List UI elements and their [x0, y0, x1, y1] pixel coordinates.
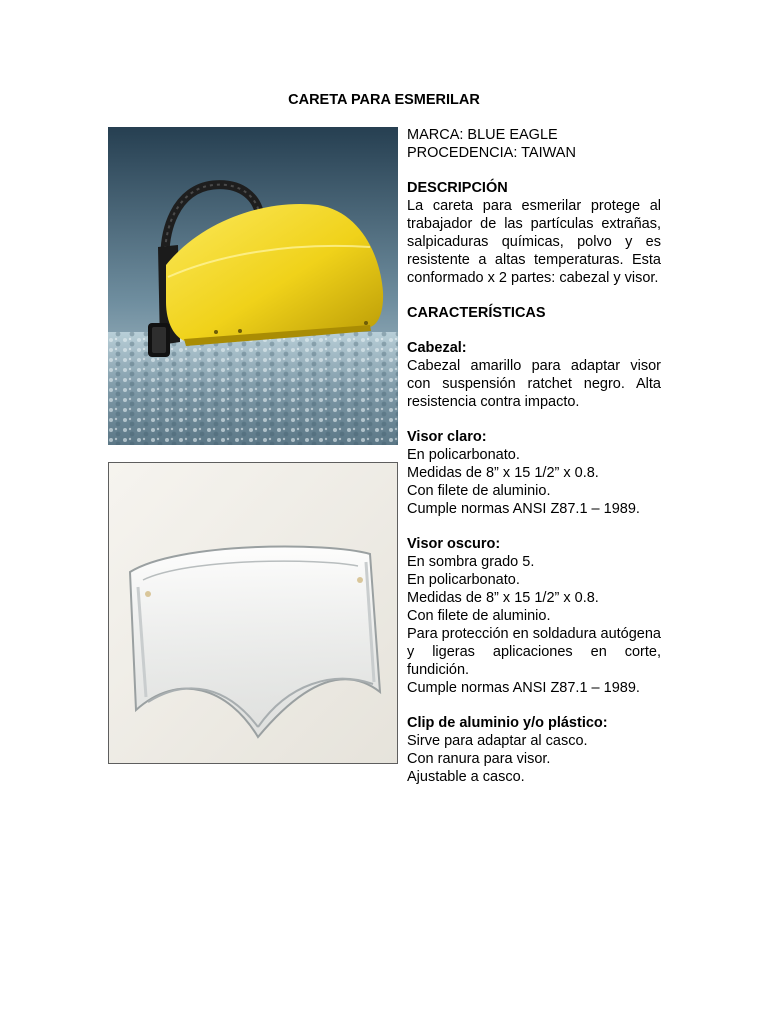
clear-visor-photo [108, 462, 398, 764]
page-title: CARETA PARA ESMERILAR [288, 92, 480, 108]
visor-claro-line: Medidas de 8” x 15 1/2” x 0.8. [407, 465, 599, 481]
description-text: La careta para esmerilar protege al trabajador de las partículas extrañas, salpicaduras químicas, polvo y es resistente a altas temperaturas. Esta conformado x 2 partes: cabezal y visor. [407, 198, 661, 286]
visor-claro-line: Con filete de aluminio. [407, 483, 551, 499]
face-shield-photo [108, 127, 398, 445]
visor-oscuro-line: Con filete de aluminio. [407, 608, 551, 624]
origin-label: PROCEDENCIA: TAIWAN [407, 145, 576, 161]
clip-heading: Clip de aluminio y/o plástico: [407, 715, 608, 731]
visor-claro-line: Cumple normas ANSI Z87.1 – 1989. [407, 501, 640, 517]
description-heading: DESCRIPCIÓN [407, 180, 508, 196]
product-spec-column [407, 126, 661, 786]
brand-label: MARCA: BLUE EAGLE [407, 127, 558, 143]
cabezal-heading: Cabezal: [407, 340, 467, 356]
visor-oscuro-line: Cumple normas ANSI Z87.1 – 1989. [407, 680, 640, 696]
visor-oscuro-line: En sombra grado 5. [407, 554, 535, 570]
clip-line: Con ranura para visor. [407, 751, 551, 767]
clip-line: Ajustable a casco. [407, 769, 525, 785]
visor-oscuro-paragraph: Para protección en soldadura autógena y ligeras aplicaciones en corte, fundición. [407, 626, 661, 678]
visor-oscuro-heading: Visor oscuro: [407, 536, 501, 552]
visor-claro-line: En policarbonato. [407, 447, 520, 463]
cabezal-text: Cabezal amarillo para adaptar visor con suspensión ratchet negro. Alta resistencia contra impacto. [407, 358, 661, 410]
clip-line: Sirve para adaptar al casco. [407, 733, 588, 749]
visor-oscuro-line: Medidas de 8” x 15 1/2” x 0.8. [407, 590, 599, 606]
features-heading: CARACTERÍSTICAS [407, 305, 546, 321]
visor-oscuro-line: En policarbonato. [407, 572, 520, 588]
visor-claro-heading: Visor claro: [407, 429, 487, 445]
